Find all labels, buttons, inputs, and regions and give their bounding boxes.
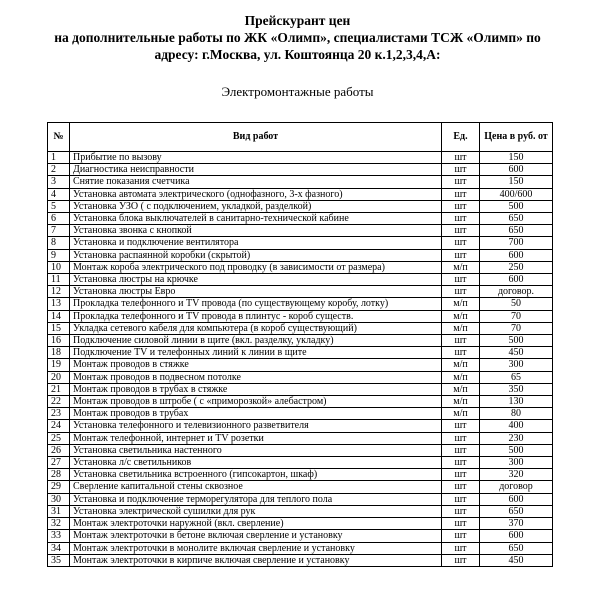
table-row bbox=[48, 188, 553, 200]
row-price: 450 bbox=[480, 554, 553, 566]
row-unit: шт bbox=[442, 213, 480, 225]
row-price: 400 bbox=[480, 420, 553, 432]
row-price: 300 bbox=[480, 457, 553, 469]
row-price: 70 bbox=[480, 322, 553, 334]
row-work-name: Установка распаянной коробки (скрытой) bbox=[70, 249, 442, 261]
row-work-name: Монтаж электроточки в кирпиче включая сверление и установку bbox=[70, 554, 442, 566]
row-work-name: Монтаж телефонной, интернет и TV розетки bbox=[70, 432, 442, 444]
row-unit: м/п bbox=[442, 298, 480, 310]
header-num: № bbox=[48, 123, 70, 152]
row-price: 400/600 bbox=[480, 188, 553, 200]
table-row bbox=[48, 493, 553, 505]
row-price: 50 bbox=[480, 298, 553, 310]
table-row bbox=[48, 469, 553, 481]
price-table bbox=[47, 122, 553, 567]
row-unit: шт bbox=[442, 469, 480, 481]
table-row bbox=[48, 274, 553, 286]
row-unit: шт bbox=[442, 225, 480, 237]
row-unit: шт bbox=[442, 274, 480, 286]
row-work-name: Подключение силовой линии в щите (вкл. разделку, укладку) bbox=[70, 335, 442, 347]
row-price: 65 bbox=[480, 371, 553, 383]
row-unit: шт bbox=[442, 286, 480, 298]
row-price: 300 bbox=[480, 359, 553, 371]
row-work-name: Монтаж короба электрического под проводку (в зависимости от размера) bbox=[70, 261, 442, 273]
header-unit: Ед. bbox=[442, 123, 480, 152]
table-row bbox=[48, 164, 553, 176]
row-unit: шт bbox=[442, 518, 480, 530]
row-unit: шт bbox=[442, 505, 480, 517]
row-work-name: Установка УЗО ( с подключением, укладкой, разделкой) bbox=[70, 200, 442, 212]
row-unit: шт bbox=[442, 200, 480, 212]
row-price: 500 bbox=[480, 444, 553, 456]
table-body bbox=[48, 152, 553, 567]
table-row bbox=[48, 261, 553, 273]
table-row bbox=[48, 457, 553, 469]
row-work-name: Укладка сетевого кабеля для компьютера (в короб существующий) bbox=[70, 322, 442, 334]
row-number: 33 bbox=[48, 530, 70, 542]
row-price: 150 bbox=[480, 176, 553, 188]
row-work-name: Прибытие по вызову bbox=[70, 152, 442, 164]
row-number: 11 bbox=[48, 274, 70, 286]
row-work-name: Установка электрической сушилки для рук bbox=[70, 505, 442, 517]
table-row bbox=[48, 286, 553, 298]
row-price: 600 bbox=[480, 249, 553, 261]
row-unit: шт bbox=[442, 530, 480, 542]
row-work-name: Монтаж проводов в подвесном потолке bbox=[70, 371, 442, 383]
table-row bbox=[48, 213, 553, 225]
row-price: 250 bbox=[480, 261, 553, 273]
table-row bbox=[48, 505, 553, 517]
row-number: 5 bbox=[48, 200, 70, 212]
row-price: 80 bbox=[480, 408, 553, 420]
row-work-name: Монтаж проводов в штробе ( с «приморозкой» алебастром) bbox=[70, 396, 442, 408]
table-row bbox=[48, 518, 553, 530]
table-row bbox=[48, 408, 553, 420]
row-number: 16 bbox=[48, 335, 70, 347]
row-unit: шт bbox=[442, 164, 480, 176]
row-number: 6 bbox=[48, 213, 70, 225]
row-number: 7 bbox=[48, 225, 70, 237]
document-subtitle-line-1: на дополнительные работы по ЖК «Олимп», специалистами ТСЖ «Олимп» по bbox=[54, 30, 541, 45]
row-work-name: Монтаж электроточки в монолите включая сверление и установку bbox=[70, 542, 442, 554]
row-number: 1 bbox=[48, 152, 70, 164]
row-unit: м/п bbox=[442, 408, 480, 420]
row-number: 32 bbox=[48, 518, 70, 530]
row-price: 500 bbox=[480, 200, 553, 212]
row-price: 130 bbox=[480, 396, 553, 408]
row-number: 3 bbox=[48, 176, 70, 188]
row-unit: шт bbox=[442, 237, 480, 249]
table-row bbox=[48, 530, 553, 542]
row-work-name: Сверление капитальной стены сквозное bbox=[70, 481, 442, 493]
row-work-name: Снятие показания счетчика bbox=[70, 176, 442, 188]
row-number: 21 bbox=[48, 383, 70, 395]
row-number: 8 bbox=[48, 237, 70, 249]
row-unit: шт bbox=[442, 335, 480, 347]
row-price: 650 bbox=[480, 542, 553, 554]
row-unit: м/п bbox=[442, 396, 480, 408]
table-row bbox=[48, 554, 553, 566]
row-number: 35 bbox=[48, 554, 70, 566]
row-unit: шт bbox=[442, 188, 480, 200]
row-work-name: Установка блока выключателей в санитарно-технической кабине bbox=[70, 213, 442, 225]
table-row bbox=[48, 383, 553, 395]
row-work-name: Установка и подключение терморегулятора для теплого пола bbox=[70, 493, 442, 505]
row-work-name: Установка звонка с кнопкой bbox=[70, 225, 442, 237]
row-number: 29 bbox=[48, 481, 70, 493]
row-unit: шт bbox=[442, 347, 480, 359]
table-row bbox=[48, 396, 553, 408]
table-row bbox=[48, 176, 553, 188]
table-row bbox=[48, 444, 553, 456]
row-price: 230 bbox=[480, 432, 553, 444]
row-number: 28 bbox=[48, 469, 70, 481]
row-number: 13 bbox=[48, 298, 70, 310]
row-unit: шт bbox=[442, 176, 480, 188]
row-unit: м/п bbox=[442, 322, 480, 334]
table-row bbox=[48, 200, 553, 212]
row-work-name: Установка л/с светильников bbox=[70, 457, 442, 469]
row-work-name: Монтаж электроточки в бетоне включая сверление и установку bbox=[70, 530, 442, 542]
table-row bbox=[48, 298, 553, 310]
row-price: 600 bbox=[480, 530, 553, 542]
row-unit: м/п bbox=[442, 371, 480, 383]
row-unit: шт bbox=[442, 444, 480, 456]
row-price: 320 bbox=[480, 469, 553, 481]
row-price: 450 bbox=[480, 347, 553, 359]
row-number: 18 bbox=[48, 347, 70, 359]
header-price: Цена в руб. от bbox=[480, 123, 553, 152]
row-unit: шт bbox=[442, 152, 480, 164]
table-row bbox=[48, 335, 553, 347]
row-price: 600 bbox=[480, 164, 553, 176]
table-row bbox=[48, 310, 553, 322]
table-row bbox=[48, 481, 553, 493]
row-work-name: Установка люстры Евро bbox=[70, 286, 442, 298]
row-unit: шт bbox=[442, 457, 480, 469]
row-number: 15 bbox=[48, 322, 70, 334]
table-row bbox=[48, 420, 553, 432]
table-header-row bbox=[48, 123, 553, 152]
row-work-name: Установка автомата электрического (однофазного, 3-х фазного) bbox=[70, 188, 442, 200]
row-work-name: Подключение TV и телефонных линий к линии в щите bbox=[70, 347, 442, 359]
row-work-name: Установка телефонного и телевизионного разветвителя bbox=[70, 420, 442, 432]
row-work-name: Монтаж проводов в трубах bbox=[70, 408, 442, 420]
row-price: договор bbox=[480, 481, 553, 493]
row-work-name: Установка светильника настенного bbox=[70, 444, 442, 456]
row-number: 23 bbox=[48, 408, 70, 420]
row-price: 350 bbox=[480, 383, 553, 395]
row-price: 650 bbox=[480, 225, 553, 237]
header-name: Вид работ bbox=[70, 123, 442, 152]
row-number: 30 bbox=[48, 493, 70, 505]
document-header bbox=[0, 12, 595, 63]
row-work-name: Монтаж проводов в стяжке bbox=[70, 359, 442, 371]
table-row bbox=[48, 347, 553, 359]
section-title: Электромонтажные работы bbox=[221, 84, 374, 99]
row-number: 10 bbox=[48, 261, 70, 273]
document-subtitle-line-2: адресу: г.Москва, ул. Коштоянца 20 к.1,2,3,4,А: bbox=[154, 47, 441, 62]
table-row bbox=[48, 432, 553, 444]
row-number: 14 bbox=[48, 310, 70, 322]
row-work-name: Прокладка телефонного и TV провода в плинтус - короб существ. bbox=[70, 310, 442, 322]
row-number: 2 bbox=[48, 164, 70, 176]
table-row bbox=[48, 359, 553, 371]
row-work-name: Установка светильника встроенного (гипсокартон, шкаф) bbox=[70, 469, 442, 481]
row-number: 9 bbox=[48, 249, 70, 261]
row-number: 31 bbox=[48, 505, 70, 517]
row-price: 700 bbox=[480, 237, 553, 249]
row-number: 27 bbox=[48, 457, 70, 469]
row-work-name: Монтаж электроточки наружной (вкл. сверление) bbox=[70, 518, 442, 530]
table-row bbox=[48, 152, 553, 164]
row-price: договор. bbox=[480, 286, 553, 298]
row-number: 20 bbox=[48, 371, 70, 383]
table-row bbox=[48, 225, 553, 237]
row-work-name: Установка люстры на крючке bbox=[70, 274, 442, 286]
row-price: 370 bbox=[480, 518, 553, 530]
row-work-name: Монтаж проводов в трубах в стяжке bbox=[70, 383, 442, 395]
row-price: 650 bbox=[480, 213, 553, 225]
document-title: Прейскурант цен bbox=[244, 13, 351, 28]
row-number: 22 bbox=[48, 396, 70, 408]
row-price: 70 bbox=[480, 310, 553, 322]
row-unit: шт bbox=[442, 481, 480, 493]
row-number: 34 bbox=[48, 542, 70, 554]
table-row bbox=[48, 542, 553, 554]
table-row bbox=[48, 237, 553, 249]
row-unit: м/п bbox=[442, 261, 480, 273]
row-unit: шт bbox=[442, 432, 480, 444]
row-unit: шт bbox=[442, 554, 480, 566]
row-number: 24 bbox=[48, 420, 70, 432]
row-unit: шт bbox=[442, 542, 480, 554]
row-work-name: Диагностика неисправности bbox=[70, 164, 442, 176]
row-number: 19 bbox=[48, 359, 70, 371]
row-unit: м/п bbox=[442, 383, 480, 395]
row-number: 26 bbox=[48, 444, 70, 456]
row-unit: м/п bbox=[442, 310, 480, 322]
row-unit: шт bbox=[442, 249, 480, 261]
row-number: 12 bbox=[48, 286, 70, 298]
row-price: 650 bbox=[480, 505, 553, 517]
row-price: 600 bbox=[480, 493, 553, 505]
row-unit: шт bbox=[442, 493, 480, 505]
row-unit: шт bbox=[442, 420, 480, 432]
row-price: 600 bbox=[480, 274, 553, 286]
row-number: 4 bbox=[48, 188, 70, 200]
row-price: 150 bbox=[480, 152, 553, 164]
table-row bbox=[48, 371, 553, 383]
table-row bbox=[48, 322, 553, 334]
table-row bbox=[48, 249, 553, 261]
row-number: 25 bbox=[48, 432, 70, 444]
row-unit: м/п bbox=[442, 359, 480, 371]
row-work-name: Прокладка телефонного и TV провода (по существующему коробу, лотку) bbox=[70, 298, 442, 310]
row-price: 500 bbox=[480, 335, 553, 347]
row-work-name: Установка и подключение вентилятора bbox=[70, 237, 442, 249]
